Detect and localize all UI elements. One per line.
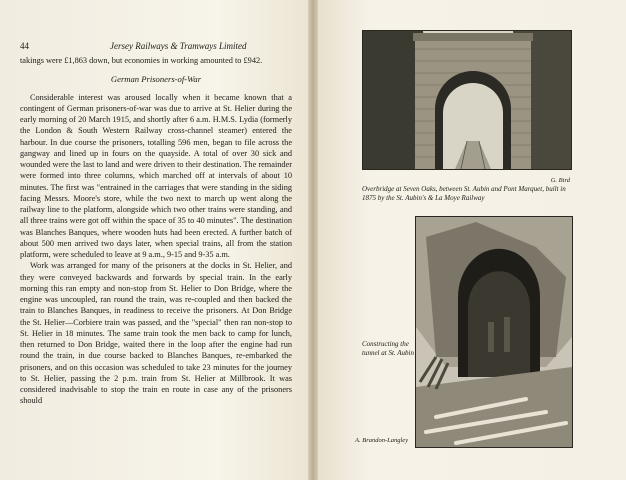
body-text <box>20 55 292 407</box>
top-photo-caption: Overbridge at Seven Oaks, between St. Aubin and Pont Marquet, built in 1875 by the St. Aubin's & La Moye Railway <box>362 185 566 202</box>
tunnel-illustration <box>416 217 572 447</box>
paragraph-1: Considerable interest was aroused locally when it became known that a contingent of German prisoners-of-war was due to arrive at St. Helier during the early morning of 20 March 1915, and shortly after 6 a.m. H.M.S. Lydia (formerly the London & South Western Railway cross-channel steamer) entered the harbour. In due course the prisoners, totalling 596 men, began to file across the gangway and lined up in fours on the quayside. A total of over 30 sick and wounded were the last to land and were driven to their destination. The remainder were formed into three columns, which marched off at intervals of about 10 minutes. The first was "entrained in the carriages that were standing in the siding facing Messrs. Moore's store, while the two next to march up went along the railway line to the platform, alongside which two other trains were standing, and all three trains were got off within the space of 35 to 40 minutes". The destination was Blanches Banques, where wooden huts had been erected. A further batch of about 500 men arrived two days later, when special trains, all from the station platform, were scheduled to leave at 9 a.m., 9-15 and 9-35 a.m. <box>20 92 292 259</box>
bottom-photo-credit: A. Brandon-Langley <box>355 437 409 444</box>
overbridge-illustration <box>363 31 571 169</box>
bottom-photo-caption: Constructing the tunnel at St. Aubin <box>362 340 414 357</box>
book-gutter <box>308 0 318 480</box>
paragraph-2: Work was arranged for many of the prisoners at the docks in St. Helier, and they were conveyed backwards and forwards by special train. In the early morning this ran empty and non-stop from St. Helier to Don Bridge, where the engine was uncoupled, ran round the train, was re-coupled and then backed the train to Blanches Banques, in readiness to receive the prisoners. At Don Bridge the St. Helier—Corbiere train was passed, and the "special" then ran non-stop to St. Helier in 18 minutes. The same train took the men back to camp for lunch, then returned to Don Bridge, waited there in the loop after the engine had run round the train, in due course backed to Blanches Banques, re-embarked the prisoners, and on this occasion was scheduled to take 23 minutes for the journey to St. Helier, passing the 2 p.m. train from St. Helier at Millbrook. It was considered inadvisable to stop the train en route in case any of the prisoners should <box>20 261 292 406</box>
tunnel-photo <box>415 216 573 448</box>
page-number: 44 <box>20 41 29 51</box>
lead-paragraph: takings were £1,863 down, but economies in working amounted to £942. <box>20 56 263 65</box>
top-photo-credit: G. Bird <box>550 177 570 184</box>
overbridge-photo <box>362 30 572 170</box>
section-heading: German Prisoners-of-War <box>110 74 202 85</box>
running-title: Jersey Railways & Tramways Limited <box>110 41 247 51</box>
